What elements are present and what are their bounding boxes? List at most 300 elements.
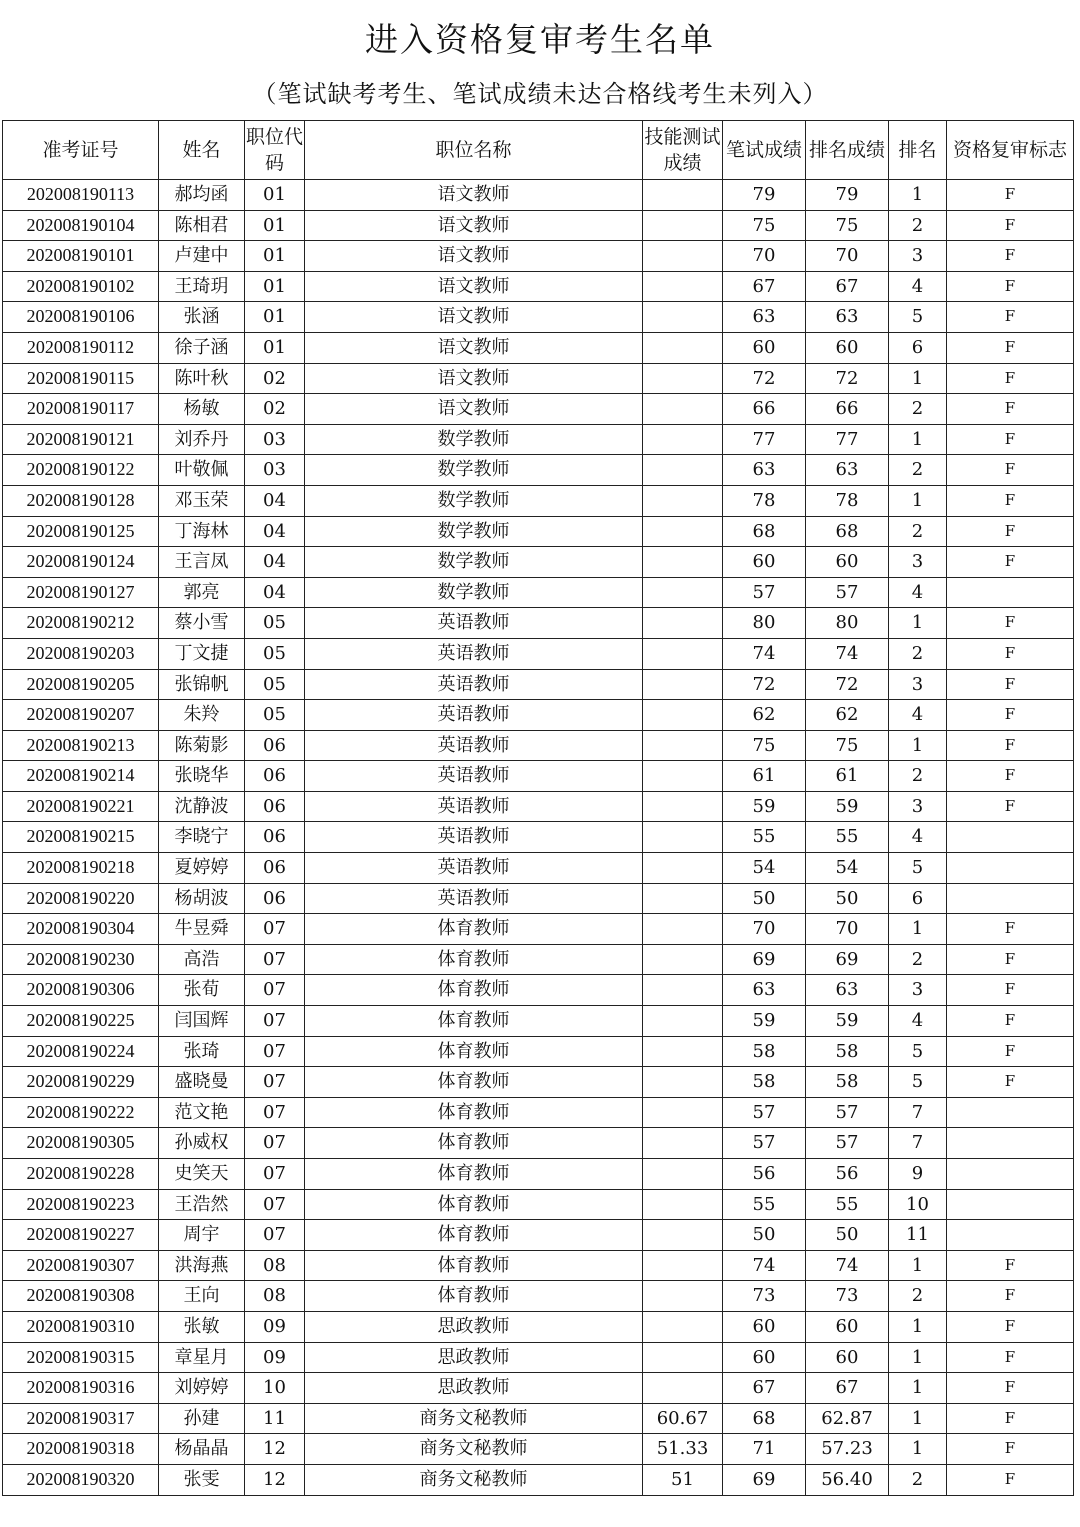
review-flag-cell: F xyxy=(947,761,1074,792)
position-code-cell: 06 xyxy=(245,853,305,884)
table-row xyxy=(3,883,1074,914)
exam-id-cell: 202008190229 xyxy=(3,1067,159,1098)
rank-cell: 5 xyxy=(889,302,947,333)
written-score-cell: 74 xyxy=(723,1250,806,1281)
review-flag-cell xyxy=(947,883,1074,914)
skill-score-cell xyxy=(643,608,723,639)
review-flag-cell: F xyxy=(947,1373,1074,1404)
position-code-cell: 06 xyxy=(245,791,305,822)
ranking-score-cell: 59 xyxy=(806,1006,889,1037)
skill-score-cell: 51.33 xyxy=(643,1434,723,1465)
position-code-cell: 03 xyxy=(245,455,305,486)
skill-score-cell xyxy=(643,761,723,792)
position-code-cell: 08 xyxy=(245,1281,305,1312)
rank-cell: 1 xyxy=(889,608,947,639)
table-row xyxy=(3,210,1074,241)
position-code-cell: 04 xyxy=(245,485,305,516)
review-flag-cell: F xyxy=(947,1067,1074,1098)
position-name-cell: 商务文秘教师 xyxy=(305,1464,643,1495)
written-score-cell: 60 xyxy=(723,1342,806,1373)
position-name-cell: 英语教师 xyxy=(305,700,643,731)
exam-id-cell: 202008190122 xyxy=(3,455,159,486)
position-name-cell: 英语教师 xyxy=(305,791,643,822)
review-flag-cell xyxy=(947,577,1074,608)
skill-score-cell xyxy=(643,577,723,608)
rank-cell: 5 xyxy=(889,853,947,884)
exam-id-cell: 202008190205 xyxy=(3,669,159,700)
position-name-cell: 商务文秘教师 xyxy=(305,1434,643,1465)
exam-id-cell: 202008190318 xyxy=(3,1434,159,1465)
name-cell: 牛昱舜 xyxy=(159,914,245,945)
table-row xyxy=(3,1342,1074,1373)
skill-score-cell xyxy=(643,1159,723,1190)
written-score-cell: 70 xyxy=(723,914,806,945)
written-score-cell: 69 xyxy=(723,1464,806,1495)
review-flag-cell: F xyxy=(947,1403,1074,1434)
skill-score-cell xyxy=(643,791,723,822)
skill-score-cell xyxy=(643,1373,723,1404)
position-name-cell: 体育教师 xyxy=(305,1006,643,1037)
skill-score-cell xyxy=(643,271,723,302)
table-row xyxy=(3,302,1074,333)
written-score-cell: 79 xyxy=(723,180,806,211)
written-score-cell: 77 xyxy=(723,424,806,455)
review-flag-cell: F xyxy=(947,1036,1074,1067)
position-name-cell: 语文教师 xyxy=(305,271,643,302)
position-name-cell: 英语教师 xyxy=(305,608,643,639)
position-code-cell: 01 xyxy=(245,271,305,302)
exam-id-cell: 202008190218 xyxy=(3,853,159,884)
written-score-cell: 56 xyxy=(723,1159,806,1190)
table-row xyxy=(3,791,1074,822)
rank-cell: 2 xyxy=(889,638,947,669)
position-name-cell: 数学教师 xyxy=(305,455,643,486)
ranking-score-cell: 60 xyxy=(806,332,889,363)
header-ranking-score: 排名成绩 xyxy=(806,121,889,180)
written-score-cell: 62 xyxy=(723,700,806,731)
table-row xyxy=(3,669,1074,700)
table-row xyxy=(3,1159,1074,1190)
position-name-cell: 体育教师 xyxy=(305,1067,643,1098)
review-flag-cell: F xyxy=(947,730,1074,761)
exam-id-cell: 202008190115 xyxy=(3,363,159,394)
review-flag-cell: F xyxy=(947,669,1074,700)
exam-id-cell: 202008190106 xyxy=(3,302,159,333)
ranking-score-cell: 74 xyxy=(806,638,889,669)
review-flag-cell: F xyxy=(947,271,1074,302)
review-flag-cell xyxy=(947,1220,1074,1251)
skill-score-cell xyxy=(643,1189,723,1220)
exam-id-cell: 202008190308 xyxy=(3,1281,159,1312)
name-cell: 张荀 xyxy=(159,975,245,1006)
skill-score-cell xyxy=(643,1311,723,1342)
review-flag-cell: F xyxy=(947,424,1074,455)
review-flag-cell: F xyxy=(947,455,1074,486)
rank-cell: 1 xyxy=(889,1250,947,1281)
exam-id-cell: 202008190213 xyxy=(3,730,159,761)
exam-id-cell: 202008190128 xyxy=(3,485,159,516)
name-cell: 杨敏 xyxy=(159,394,245,425)
rank-cell: 11 xyxy=(889,1220,947,1251)
header-written-score: 笔试成绩 xyxy=(723,121,806,180)
position-code-cell: 08 xyxy=(245,1250,305,1281)
written-score-cell: 59 xyxy=(723,1006,806,1037)
skill-score-cell xyxy=(643,180,723,211)
written-score-cell: 55 xyxy=(723,822,806,853)
position-code-cell: 06 xyxy=(245,883,305,914)
position-code-cell: 05 xyxy=(245,669,305,700)
ranking-score-cell: 58 xyxy=(806,1036,889,1067)
rank-cell: 2 xyxy=(889,944,947,975)
written-score-cell: 75 xyxy=(723,730,806,761)
rank-cell: 3 xyxy=(889,791,947,822)
review-flag-cell: F xyxy=(947,1342,1074,1373)
rank-cell: 3 xyxy=(889,547,947,578)
name-cell: 朱羚 xyxy=(159,700,245,731)
position-name-cell: 英语教师 xyxy=(305,883,643,914)
exam-id-cell: 202008190125 xyxy=(3,516,159,547)
name-cell: 郝均函 xyxy=(159,180,245,211)
rank-cell: 1 xyxy=(889,730,947,761)
position-code-cell: 03 xyxy=(245,424,305,455)
skill-score-cell xyxy=(643,883,723,914)
table-row xyxy=(3,1189,1074,1220)
written-score-cell: 72 xyxy=(723,669,806,700)
table-row xyxy=(3,516,1074,547)
table-row xyxy=(3,608,1074,639)
written-score-cell: 75 xyxy=(723,210,806,241)
ranking-score-cell: 58 xyxy=(806,1067,889,1098)
name-cell: 杨晶晶 xyxy=(159,1434,245,1465)
ranking-score-cell: 50 xyxy=(806,883,889,914)
written-score-cell: 70 xyxy=(723,241,806,272)
exam-id-cell: 202008190224 xyxy=(3,1036,159,1067)
name-cell: 夏婷婷 xyxy=(159,853,245,884)
position-code-cell: 07 xyxy=(245,975,305,1006)
table-row xyxy=(3,1067,1074,1098)
name-cell: 张敏 xyxy=(159,1311,245,1342)
skill-score-cell xyxy=(643,394,723,425)
name-cell: 叶敬佩 xyxy=(159,455,245,486)
rank-cell: 4 xyxy=(889,700,947,731)
table-row xyxy=(3,485,1074,516)
skill-score-cell xyxy=(643,210,723,241)
exam-id-cell: 202008190315 xyxy=(3,1342,159,1373)
position-code-cell: 09 xyxy=(245,1342,305,1373)
written-score-cell: 72 xyxy=(723,363,806,394)
position-name-cell: 语文教师 xyxy=(305,332,643,363)
table-row xyxy=(3,1464,1074,1495)
written-score-cell: 58 xyxy=(723,1067,806,1098)
name-cell: 丁海林 xyxy=(159,516,245,547)
skill-score-cell xyxy=(643,332,723,363)
name-cell: 史笑天 xyxy=(159,1159,245,1190)
name-cell: 孙建 xyxy=(159,1403,245,1434)
name-cell: 王琦玥 xyxy=(159,271,245,302)
review-flag-cell: F xyxy=(947,1464,1074,1495)
position-name-cell: 体育教师 xyxy=(305,1097,643,1128)
exam-id-cell: 202008190113 xyxy=(3,180,159,211)
position-code-cell: 07 xyxy=(245,1006,305,1037)
written-score-cell: 57 xyxy=(723,1128,806,1159)
name-cell: 徐子涵 xyxy=(159,332,245,363)
position-name-cell: 体育教师 xyxy=(305,914,643,945)
table-row xyxy=(3,547,1074,578)
ranking-score-cell: 57 xyxy=(806,1097,889,1128)
position-name-cell: 数学教师 xyxy=(305,516,643,547)
rank-cell: 1 xyxy=(889,485,947,516)
position-code-cell: 01 xyxy=(245,210,305,241)
table-row xyxy=(3,1128,1074,1159)
skill-score-cell xyxy=(643,363,723,394)
name-cell: 李晓宁 xyxy=(159,822,245,853)
table-row xyxy=(3,975,1074,1006)
exam-id-cell: 202008190306 xyxy=(3,975,159,1006)
rank-cell: 2 xyxy=(889,516,947,547)
exam-id-cell: 202008190225 xyxy=(3,1006,159,1037)
table-row xyxy=(3,944,1074,975)
position-name-cell: 体育教师 xyxy=(305,975,643,1006)
position-code-cell: 10 xyxy=(245,1373,305,1404)
name-cell: 章星月 xyxy=(159,1342,245,1373)
exam-id-cell: 202008190220 xyxy=(3,883,159,914)
written-score-cell: 55 xyxy=(723,1189,806,1220)
position-code-cell: 11 xyxy=(245,1403,305,1434)
rank-cell: 4 xyxy=(889,271,947,302)
position-code-cell: 06 xyxy=(245,730,305,761)
written-score-cell: 67 xyxy=(723,271,806,302)
exam-id-cell: 202008190215 xyxy=(3,822,159,853)
table-row xyxy=(3,1097,1074,1128)
written-score-cell: 58 xyxy=(723,1036,806,1067)
exam-id-cell: 202008190214 xyxy=(3,761,159,792)
skill-score-cell xyxy=(643,1128,723,1159)
candidate-table xyxy=(2,120,1074,1496)
position-name-cell: 语文教师 xyxy=(305,210,643,241)
ranking-score-cell: 57 xyxy=(806,1128,889,1159)
review-flag-cell: F xyxy=(947,1281,1074,1312)
position-code-cell: 07 xyxy=(245,914,305,945)
rank-cell: 4 xyxy=(889,1006,947,1037)
table-header-row xyxy=(3,121,1074,180)
review-flag-cell xyxy=(947,1097,1074,1128)
skill-score-cell: 51 xyxy=(643,1464,723,1495)
rank-cell: 6 xyxy=(889,883,947,914)
ranking-score-cell: 74 xyxy=(806,1250,889,1281)
table-row xyxy=(3,700,1074,731)
position-code-cell: 07 xyxy=(245,1036,305,1067)
ranking-score-cell: 75 xyxy=(806,730,889,761)
exam-id-cell: 202008190112 xyxy=(3,332,159,363)
ranking-score-cell: 57.23 xyxy=(806,1434,889,1465)
skill-score-cell xyxy=(643,1097,723,1128)
ranking-score-cell: 73 xyxy=(806,1281,889,1312)
skill-score-cell xyxy=(643,1250,723,1281)
written-score-cell: 73 xyxy=(723,1281,806,1312)
review-flag-cell: F xyxy=(947,638,1074,669)
skill-score-cell xyxy=(643,1281,723,1312)
review-flag-cell: F xyxy=(947,332,1074,363)
review-flag-cell: F xyxy=(947,700,1074,731)
ranking-score-cell: 63 xyxy=(806,302,889,333)
exam-id-cell: 202008190223 xyxy=(3,1189,159,1220)
written-score-cell: 63 xyxy=(723,455,806,486)
ranking-score-cell: 57 xyxy=(806,577,889,608)
ranking-score-cell: 62.87 xyxy=(806,1403,889,1434)
rank-cell: 1 xyxy=(889,1434,947,1465)
ranking-score-cell: 50 xyxy=(806,1220,889,1251)
name-cell: 王言凤 xyxy=(159,547,245,578)
table-row xyxy=(3,424,1074,455)
table-row xyxy=(3,271,1074,302)
header-review-flag: 资格复审标志 xyxy=(947,121,1074,180)
position-name-cell: 英语教师 xyxy=(305,730,643,761)
written-score-cell: 63 xyxy=(723,302,806,333)
review-flag-cell xyxy=(947,1189,1074,1220)
position-code-cell: 01 xyxy=(245,241,305,272)
skill-score-cell xyxy=(643,914,723,945)
review-flag-cell: F xyxy=(947,394,1074,425)
rank-cell: 1 xyxy=(889,914,947,945)
position-code-cell: 07 xyxy=(245,1097,305,1128)
ranking-score-cell: 67 xyxy=(806,271,889,302)
rank-cell: 1 xyxy=(889,180,947,211)
written-score-cell: 80 xyxy=(723,608,806,639)
header-name: 姓名 xyxy=(159,121,245,180)
skill-score-cell xyxy=(643,944,723,975)
written-score-cell: 60 xyxy=(723,1311,806,1342)
table-row xyxy=(3,1373,1074,1404)
written-score-cell: 50 xyxy=(723,883,806,914)
rank-cell: 1 xyxy=(889,363,947,394)
exam-id-cell: 202008190316 xyxy=(3,1373,159,1404)
position-code-cell: 07 xyxy=(245,1128,305,1159)
rank-cell: 1 xyxy=(889,1373,947,1404)
table-row xyxy=(3,455,1074,486)
position-code-cell: 04 xyxy=(245,516,305,547)
position-name-cell: 英语教师 xyxy=(305,822,643,853)
skill-score-cell xyxy=(643,547,723,578)
ranking-score-cell: 68 xyxy=(806,516,889,547)
exam-id-cell: 202008190102 xyxy=(3,271,159,302)
skill-score-cell: 60.67 xyxy=(643,1403,723,1434)
skill-score-cell xyxy=(643,1342,723,1373)
rank-cell: 2 xyxy=(889,1464,947,1495)
written-score-cell: 60 xyxy=(723,332,806,363)
position-name-cell: 英语教师 xyxy=(305,638,643,669)
name-cell: 盛晓曼 xyxy=(159,1067,245,1098)
position-name-cell: 语文教师 xyxy=(305,180,643,211)
ranking-score-cell: 63 xyxy=(806,455,889,486)
exam-id-cell: 202008190228 xyxy=(3,1159,159,1190)
ranking-score-cell: 67 xyxy=(806,1373,889,1404)
rank-cell: 5 xyxy=(889,1067,947,1098)
table-row xyxy=(3,1250,1074,1281)
rank-cell: 2 xyxy=(889,761,947,792)
ranking-score-cell: 59 xyxy=(806,791,889,822)
ranking-score-cell: 80 xyxy=(806,608,889,639)
position-name-cell: 数学教师 xyxy=(305,485,643,516)
rank-cell: 7 xyxy=(889,1128,947,1159)
ranking-score-cell: 63 xyxy=(806,975,889,1006)
ranking-score-cell: 60 xyxy=(806,547,889,578)
position-code-cell: 07 xyxy=(245,1189,305,1220)
name-cell: 沈静波 xyxy=(159,791,245,822)
written-score-cell: 59 xyxy=(723,791,806,822)
position-name-cell: 数学教师 xyxy=(305,577,643,608)
ranking-score-cell: 54 xyxy=(806,853,889,884)
table-row xyxy=(3,1311,1074,1342)
ranking-score-cell: 72 xyxy=(806,669,889,700)
position-name-cell: 体育教师 xyxy=(305,1250,643,1281)
table-row xyxy=(3,1036,1074,1067)
review-flag-cell: F xyxy=(947,1434,1074,1465)
review-flag-cell xyxy=(947,1128,1074,1159)
name-cell: 洪海燕 xyxy=(159,1250,245,1281)
exam-id-cell: 202008190101 xyxy=(3,241,159,272)
skill-score-cell xyxy=(643,1036,723,1067)
name-cell: 刘婷婷 xyxy=(159,1373,245,1404)
rank-cell: 3 xyxy=(889,669,947,700)
review-flag-cell: F xyxy=(947,547,1074,578)
position-name-cell: 体育教师 xyxy=(305,1128,643,1159)
exam-id-cell: 202008190320 xyxy=(3,1464,159,1495)
position-code-cell: 12 xyxy=(245,1464,305,1495)
exam-id-cell: 202008190124 xyxy=(3,547,159,578)
position-code-cell: 05 xyxy=(245,608,305,639)
rank-cell: 2 xyxy=(889,210,947,241)
review-flag-cell: F xyxy=(947,1311,1074,1342)
exam-id-cell: 202008190307 xyxy=(3,1250,159,1281)
exam-id-cell: 202008190230 xyxy=(3,944,159,975)
exam-id-cell: 202008190104 xyxy=(3,210,159,241)
name-cell: 闫国辉 xyxy=(159,1006,245,1037)
name-cell: 王向 xyxy=(159,1281,245,1312)
review-flag-cell xyxy=(947,1159,1074,1190)
position-code-cell: 05 xyxy=(245,700,305,731)
review-flag-cell: F xyxy=(947,210,1074,241)
rank-cell: 2 xyxy=(889,455,947,486)
position-code-cell: 07 xyxy=(245,1067,305,1098)
position-code-cell: 04 xyxy=(245,577,305,608)
table-row xyxy=(3,1006,1074,1037)
ranking-score-cell: 70 xyxy=(806,241,889,272)
ranking-score-cell: 69 xyxy=(806,944,889,975)
rank-cell: 2 xyxy=(889,1281,947,1312)
name-cell: 张雯 xyxy=(159,1464,245,1495)
ranking-score-cell: 55 xyxy=(806,1189,889,1220)
rank-cell: 7 xyxy=(889,1097,947,1128)
position-name-cell: 体育教师 xyxy=(305,1281,643,1312)
position-code-cell: 06 xyxy=(245,761,305,792)
skill-score-cell xyxy=(643,455,723,486)
ranking-score-cell: 77 xyxy=(806,424,889,455)
position-code-cell: 09 xyxy=(245,1311,305,1342)
name-cell: 卢建中 xyxy=(159,241,245,272)
page-title: 进入资格复审考生名单 xyxy=(365,20,715,59)
position-name-cell: 体育教师 xyxy=(305,1036,643,1067)
exam-id-cell: 202008190310 xyxy=(3,1311,159,1342)
name-cell: 张涵 xyxy=(159,302,245,333)
skill-score-cell xyxy=(643,669,723,700)
position-code-cell: 02 xyxy=(245,363,305,394)
page-subtitle: （笔试缺考考生、笔试成绩未达合格线考生未列入） xyxy=(252,80,828,108)
rank-cell: 3 xyxy=(889,241,947,272)
name-cell: 范文艳 xyxy=(159,1097,245,1128)
table-row xyxy=(3,241,1074,272)
table-row xyxy=(3,1434,1074,1465)
skill-score-cell xyxy=(643,241,723,272)
